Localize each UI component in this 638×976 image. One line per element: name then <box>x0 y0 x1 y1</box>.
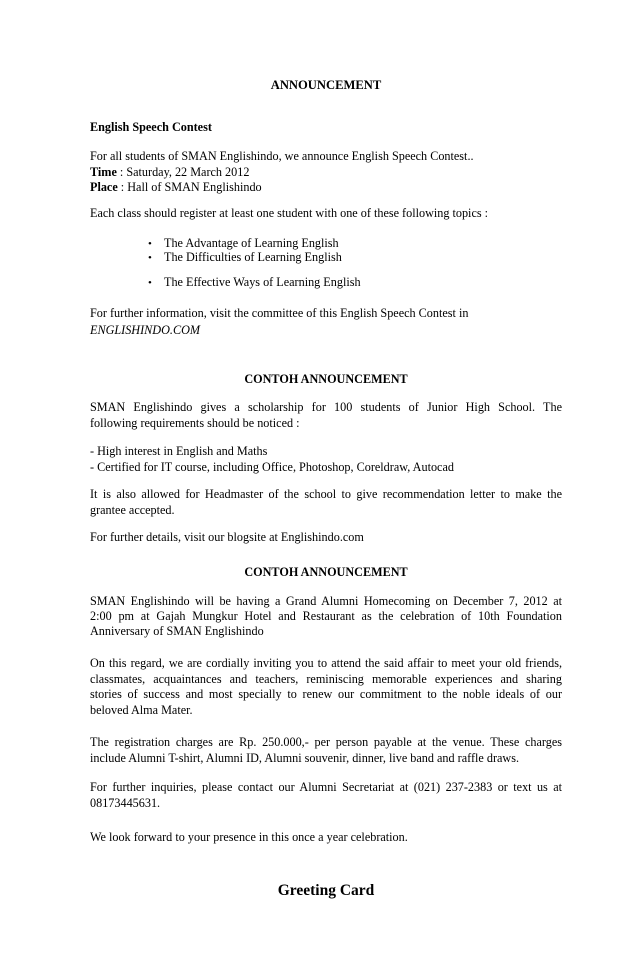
requirement-item: - Certified for IT course, including Office, Photoshop, Coreldraw, Autocad <box>90 459 454 474</box>
paragraph-line: classmates, acquaintances and teachers, reminiscing memorable experiences and sharing <box>90 671 562 686</box>
place-value: : Hall of SMAN Englishindo <box>117 180 262 195</box>
contest-title: English Speech Contest <box>90 120 212 134</box>
contest-intro: For all students of SMAN Englishindo, we announce English Speech Contest.. <box>90 149 474 163</box>
paragraph-line: For further inquiries, please contact our Alumni Secretariat at (021) 237-2383 or text us at <box>90 780 562 794</box>
topic-list-item <box>148 236 339 251</box>
paragraph-line: SMAN Englishindo will be having a Grand Alumni Homecoming on December 7, 2012 at <box>90 594 562 608</box>
homecoming-paragraph <box>90 594 562 640</box>
topic-text: The Effective Ways of Learning English <box>164 275 361 289</box>
paragraph-line: Anniversary of SMAN Englishindo <box>90 624 264 639</box>
paragraph-line: grantee accepted. <box>90 502 175 517</box>
recommendation-paragraph <box>90 487 562 518</box>
contest-instruction: Each class should register at least one student with one of these following topics : <box>90 206 489 220</box>
contest-place <box>90 180 562 196</box>
time-value: : Saturday, 22 March 2012 <box>116 164 250 179</box>
registration-paragraph <box>90 735 562 766</box>
time-label: Time <box>90 164 117 179</box>
scholarship-paragraph <box>90 400 562 431</box>
blogsite-details: For further details, visit our blogsite at Englishindo.com <box>90 530 364 544</box>
topic-text: The Advantage of Learning English <box>164 236 339 250</box>
paragraph-line: SMAN Englishindo gives a scholarship for 100 students of Junior High School. The <box>90 400 562 414</box>
paragraph-line: include Alumni T-shirt, Alumni ID, Alumni souvenir, dinner, live band and raffle draws. <box>90 750 520 765</box>
topic-list-item <box>148 250 342 265</box>
inquiries-paragraph <box>90 780 562 811</box>
paragraph-line: It is also allowed for Headmaster of the school to give recommendation letter to make the <box>90 487 562 501</box>
paragraph-line: 2:00 pm at Gajah Mungkur Hotel and Restaurant as the celebration of 10th Foundation <box>90 609 562 624</box>
announcement-heading: ANNOUNCEMENT <box>270 78 382 92</box>
topic-text: The Difficulties of Learning English <box>164 250 342 264</box>
invitation-paragraph <box>90 656 562 718</box>
place-label: Place <box>90 180 118 195</box>
contest-info <box>90 305 562 339</box>
bullet-icon: • <box>148 277 152 289</box>
topic-list-item <box>148 275 361 290</box>
requirements-list <box>90 444 562 475</box>
paragraph-line: stories of success and most specially to renew our commitment to the noble ideals of our <box>90 687 562 702</box>
closing-line: We look forward to your presence in this once a year celebration. <box>90 830 408 844</box>
bullet-icon: • <box>148 238 152 250</box>
paragraph-line: beloved Alma Mater. <box>90 702 193 717</box>
contest-time <box>90 165 562 181</box>
bullet-icon: • <box>148 252 152 264</box>
contest-details <box>90 149 562 196</box>
greeting-card-heading: Greeting Card <box>277 882 375 899</box>
homecoming-heading: CONTOH ANNOUNCEMENT <box>244 565 408 579</box>
paragraph-line: On this regard, we are cordially inviting you to attend the said affair to meet your old friends, <box>90 656 562 670</box>
requirement-item: - High interest in English and Maths <box>90 444 268 458</box>
scholarship-heading: CONTOH ANNOUNCEMENT <box>244 372 408 386</box>
paragraph-line: 08173445631. <box>90 795 161 810</box>
website-link: ENGLISHINDO.COM <box>90 323 201 337</box>
paragraph-line: following requirements should be noticed : <box>90 415 300 430</box>
paragraph-line: The registration charges are Rp. 250.000,- per person payable at the venue. These charges <box>90 735 562 749</box>
info-text: For further information, visit the committee of this English Speech Contest in <box>90 306 469 320</box>
